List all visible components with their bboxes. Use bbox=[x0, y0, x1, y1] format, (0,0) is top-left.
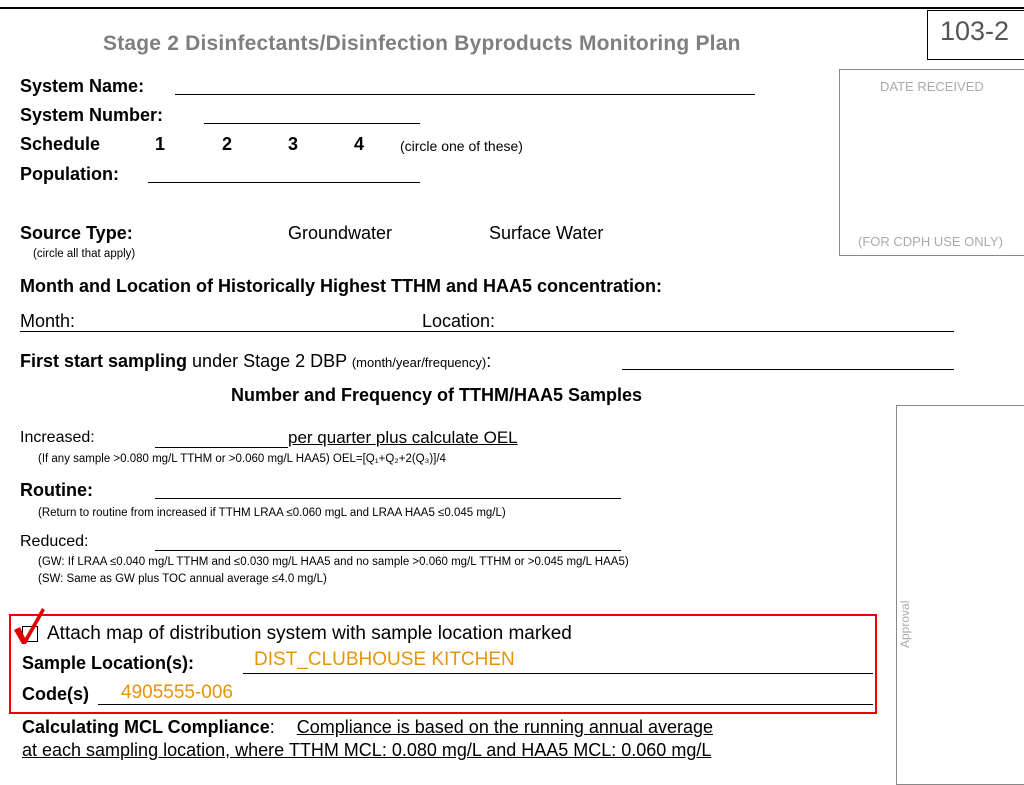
location-label: Location: bbox=[422, 311, 496, 331]
schedule-option-4[interactable]: 4 bbox=[354, 134, 365, 154]
increased-text: per quarter plus calculate OEL bbox=[288, 428, 518, 447]
reduced-note-gw: (GW: If LRAA ≤0.040 mg/L TTHM and ≤0.030 mg/L HAA5 and no sample >0.060 mg/L TTHM or >0.045 mg/L HAA5) bbox=[38, 556, 629, 568]
date-received-box bbox=[839, 69, 1024, 256]
system-name-label: System Name: bbox=[20, 76, 145, 96]
system-name-field[interactable] bbox=[175, 94, 755, 95]
cdph-use-only-label: (FOR CDPH USE ONLY) bbox=[858, 234, 1003, 249]
sample-location-value[interactable]: DIST_CLUBHOUSE KITCHEN bbox=[254, 649, 515, 670]
population-label: Population: bbox=[20, 164, 119, 184]
attach-map-text: Attach map of distribution system with sample location marked bbox=[47, 623, 572, 644]
population-field[interactable] bbox=[148, 182, 420, 183]
increased-note: (If any sample >0.080 mg/L TTHM or >0.060 mg/L HAA5) OEL=[Q₁+Q₂+2(Q₃)]/4 bbox=[38, 453, 446, 465]
month-location-field[interactable] bbox=[20, 331, 954, 332]
first-start-colon: : bbox=[486, 351, 492, 371]
historical-heading: Month and Location of Historically Highest TTHM and HAA5 concentration: bbox=[20, 276, 663, 296]
compliance-line-1 bbox=[22, 717, 713, 738]
first-start-label bbox=[20, 351, 491, 372]
approval-label: Approval bbox=[898, 600, 912, 648]
first-start-small: (month/year/frequency) bbox=[351, 355, 487, 370]
sample-location-label: Sample Location(s): bbox=[22, 653, 195, 673]
source-type-note: (circle all that apply) bbox=[33, 248, 136, 260]
system-number-field[interactable] bbox=[204, 123, 420, 124]
source-surface-water[interactable]: Surface Water bbox=[489, 223, 604, 243]
compliance-label: Calculating MCL Compliance bbox=[22, 717, 270, 737]
routine-note: (Return to routine from increased if TTHM LRAA ≤0.060 mgL and LRAA HAA5 ≤0.045 mg/L) bbox=[38, 507, 506, 519]
form-number: 103-2 bbox=[927, 10, 1024, 60]
first-start-rest: under Stage 2 DBP bbox=[187, 351, 352, 371]
month-label: Month: bbox=[20, 311, 76, 331]
increased-field[interactable] bbox=[155, 447, 288, 448]
form-title: Stage 2 Disinfectants/Disinfection Byproducts Monitoring Plan bbox=[103, 32, 741, 55]
schedule-note: (circle one of these) bbox=[400, 138, 523, 154]
samples-heading: Number and Frequency of TTHM/HAA5 Samples bbox=[231, 385, 643, 405]
routine-label: Routine: bbox=[20, 480, 93, 500]
reduced-field[interactable] bbox=[155, 550, 621, 551]
routine-field[interactable] bbox=[155, 498, 621, 499]
compliance-text-1: Compliance is based on the running annual average bbox=[296, 717, 714, 737]
date-received-label: DATE RECEIVED bbox=[880, 79, 984, 94]
schedule-option-2[interactable]: 2 bbox=[222, 134, 233, 154]
first-start-bold: First start sampling bbox=[20, 351, 188, 371]
source-groundwater[interactable]: Groundwater bbox=[288, 223, 393, 243]
reduced-note-sw: (SW: Same as GW plus TOC annual average ≤4.0 mg/L) bbox=[38, 573, 327, 585]
approval-box bbox=[896, 405, 1024, 785]
compliance-text-2: at each sampling location, where TTHM MCL: 0.080 mg/L and HAA5 MCL: 0.060 mg/L bbox=[22, 740, 712, 760]
source-type-label: Source Type: bbox=[20, 223, 133, 243]
schedule-option-1[interactable]: 1 bbox=[155, 134, 166, 154]
first-start-field[interactable] bbox=[622, 369, 954, 370]
increased-label: Increased: bbox=[20, 429, 95, 446]
code-label: Code(s) bbox=[22, 684, 89, 704]
checkmark-icon bbox=[12, 606, 46, 646]
system-number-label: System Number: bbox=[20, 105, 164, 125]
schedule-label: Schedule bbox=[20, 134, 101, 154]
reduced-label: Reduced: bbox=[20, 533, 89, 550]
code-field[interactable] bbox=[98, 704, 873, 705]
compliance-colon: : bbox=[269, 717, 275, 737]
top-rule bbox=[0, 7, 1024, 9]
code-value[interactable]: 4905555-006 bbox=[121, 682, 233, 703]
sample-location-field[interactable] bbox=[243, 673, 873, 674]
schedule-option-3[interactable]: 3 bbox=[288, 134, 299, 154]
